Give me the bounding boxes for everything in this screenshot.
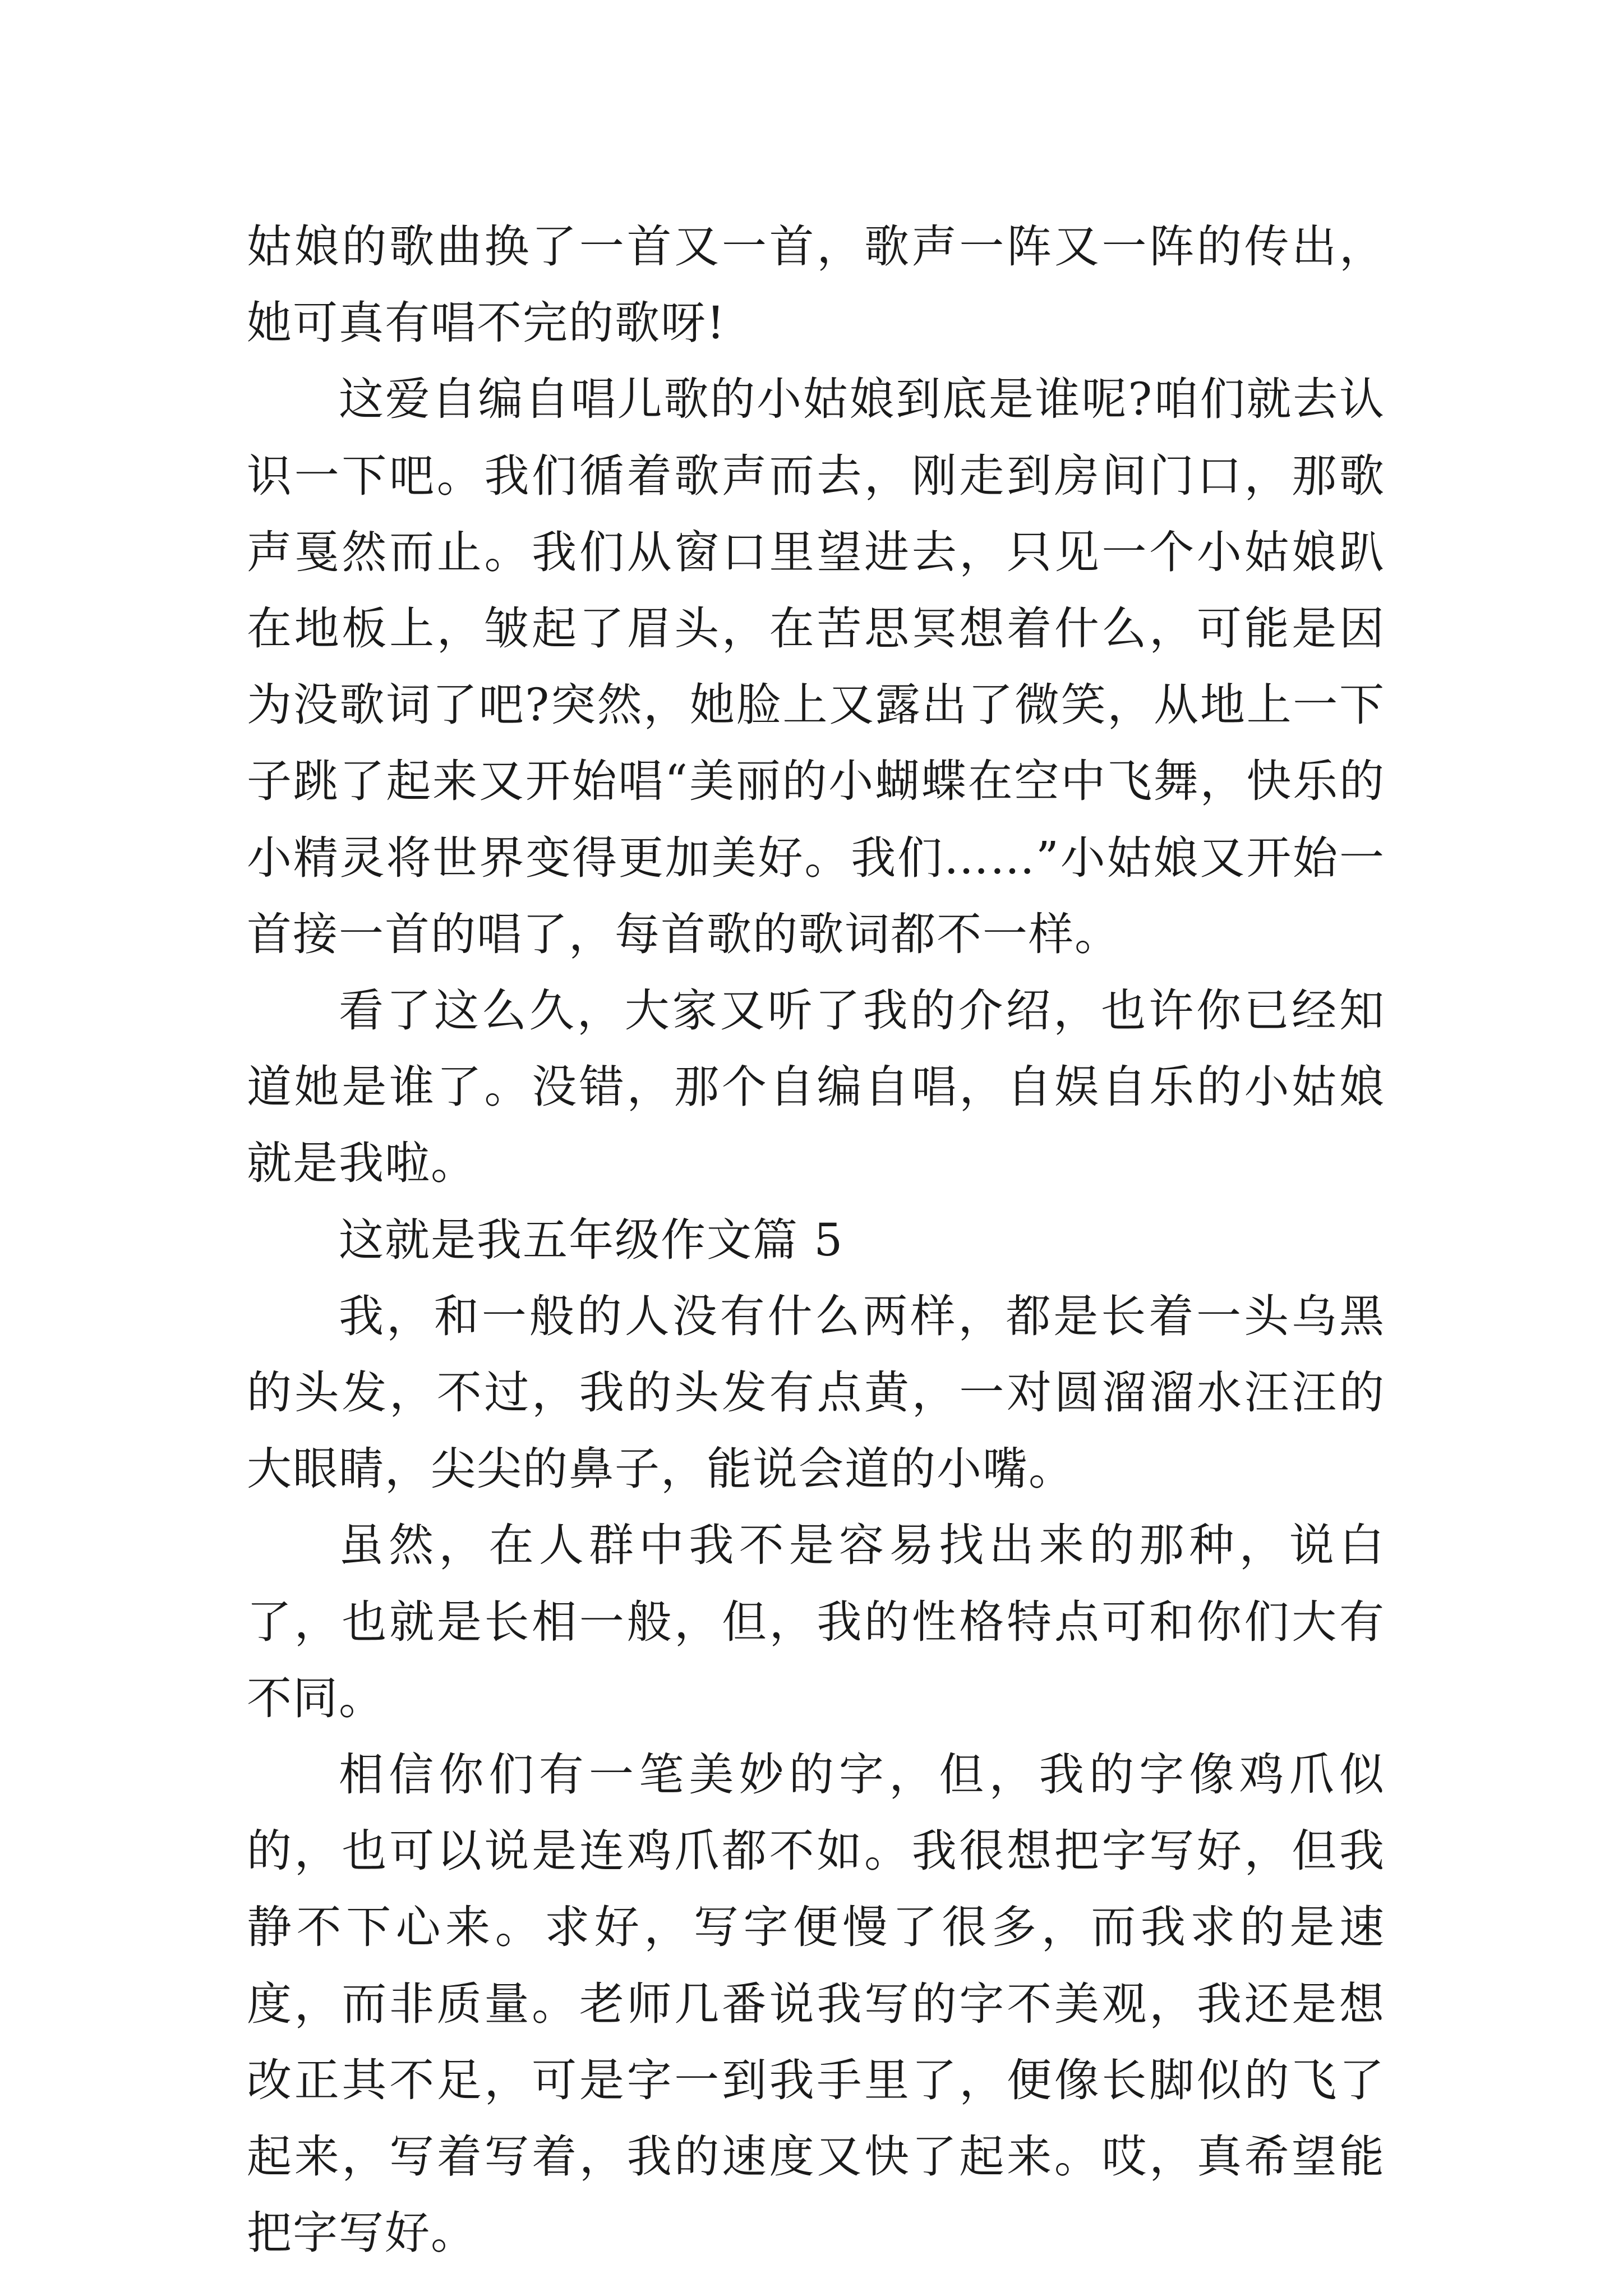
paragraph-6: 相信你们有一笔美妙的字，但，我的字像鸡爪似的，也可以说是连鸡爪都不如。我很想把字写好，但我静不下心来。求好，写字便慢了很多，而我求的是速度，而非质量。老师几番说我写的字不美观，我还是想改正其不足，可是字一到我手里了，便像长脚似的飞了起来，写着写着，我的速度又快了起来。哎，真希望能把字写好。 xyxy=(247,1749,1385,2260)
paragraph-5: 虽然，在人群中我不是容易找出来的那种，说白了，也就是长相一般，但，我的性格特点可和你们大有不同。 xyxy=(247,1519,1385,1724)
document-body xyxy=(247,209,1385,2271)
paragraph-2: 这爱自编自唱儿歌的小姑娘到底是谁呢?咱们就去认识一下吧。我们循着歌声而去，刚走到房间门口，那歌声戛然而止。我们从窗口里望进去，只见一个小姑娘趴在地板上，皱起了眉头，在苦思冥想着什么，可能是因为没歌词了吧?突然，她脸上又露出了微笑，从地上一下子跳了起来又开始唱“美丽的小蝴蝶在空中飞舞，快乐的小精灵将世界变得更加美好。我们……”小姑娘又开始一首接一首的唱了，每首歌的歌词都不一样。 xyxy=(247,373,1385,960)
paragraph-1: 姑娘的歌曲换了一首又一首，歌声一阵又一阵的传出，她可真有唱不完的歌呀! xyxy=(247,220,1385,349)
paragraph-4: 我，和一般的人没有什么两样，都是长着一头乌黑的头发，不过，我的头发有点黄，一对圆溜溜水汪汪的大眼睛，尖尖的鼻子，能说会道的小嘴。 xyxy=(247,1290,1385,1496)
paragraph-3: 看了这么久，大家又听了我的介绍，也许你已经知道她是谁了。没错，那个自编自唱，自娱自乐的小姑娘就是我啦。 xyxy=(247,984,1385,1190)
section-heading: 这就是我五年级作文篇 5 xyxy=(339,1213,844,1266)
